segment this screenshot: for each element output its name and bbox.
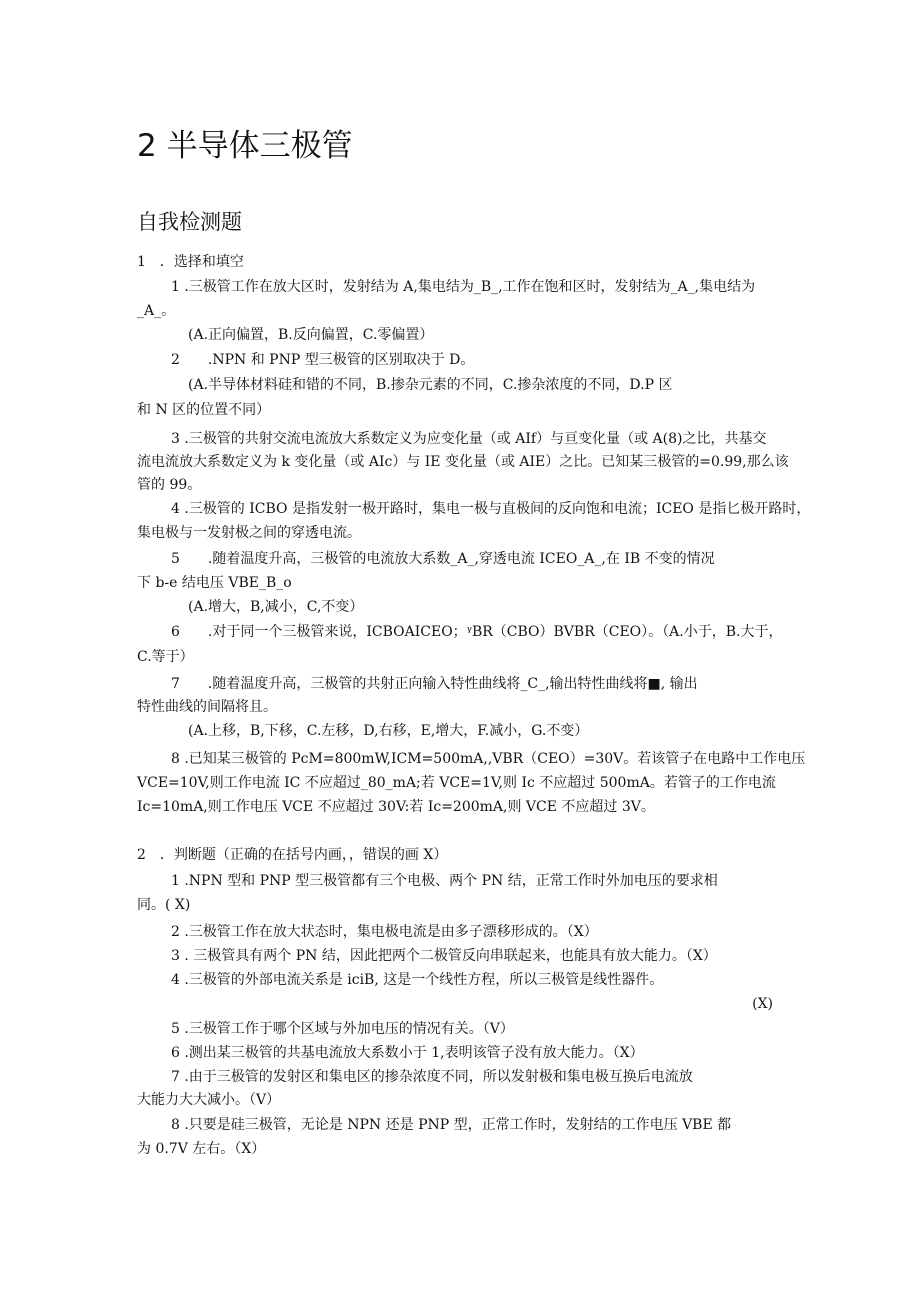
section2-heading: 2 ．判断题（正确的在括号内画，，错误的画 X） [137,847,448,863]
s2-line-2: 同。( X) [137,897,191,913]
s2-line-1: 1 .NPN 型和 PNP 型三极管都有三个电极、两个 PN 结，正常工作时外加电压的要求相 [171,873,718,889]
s2-line-12: 为 0.7V 左右。（X） [137,1141,266,1157]
s2-line-9: 7 .由于三极管的发射区和集电区的掺杂浓度不同，所以发射极和集电极互换后电流放 [171,1069,693,1085]
s1-line-1: 1 .三极管工作在放大区时，发射结为 A,集电结为_B_,工作在饱和区时，发射结为_A_,集电结为 [171,279,756,295]
s1-line-6: 和 N 区的位置不同） [137,402,271,418]
s1-line-2: _A_。 [137,303,176,319]
s1-line-9: 管的 99。 [137,477,202,493]
s2-line-3: 2 .三极管工作在放大状态时，集电极电流是由多子漂移形成的。（X） [171,924,598,940]
s2-line-4: 3 . 三极管具有两个 PN 结，因此把两个二极管反向串联起来，也能具有放大能力。（X） [171,948,717,964]
s2-line-8: 6 .测出某三极管的共基电流放大系数小于 1,表明该管子没有放大能力。（X） [171,1045,644,1061]
s1-line-17: 7 .随着温度升高，三极管的共射正向输入特性曲线将_C_,输出特性曲线将■, 输出 [171,676,698,692]
s1-line-12: 5 .随着温度升高，三极管的电流放大系数_A_,穿透电流 ICEO_A_,在 IB 不变的情况 [171,551,715,567]
s2-line-7: 5 .三极管工作于哪个区域与外加电压的情况有关。（V） [171,1021,514,1037]
s1-line-10: 4 .三极管的 ICBO 是指发射一极开路时，集电一极与直极间的反向饱和电流；ICEO 是指匕极开路时， [171,501,811,517]
s1-line-4: 2 .NPN 和 PNP 型三极管的区别取决于 D。 [171,352,475,368]
s1-line-15: 6 .对于同一个三极管来说，ICBOAICEO；ᵞBR（CBO）BVBR（CEO）。（A.小于，B.大于， [171,624,783,640]
s2-line-10: 大能力大大减小。（V） [137,1092,281,1108]
s1-line-21: VCE=10V,则工作电流 IC 不应超过_80_mA;若 VCE=1V,则 Ic 不应超过 500mA。若管子的工作电流 [137,775,776,791]
s1-line-20: 8 .已知某三极管的 PcM=800mW,ICM=500mA,,VBR（CEO）=30V。若该管子在电路中工作电压 [171,751,806,767]
s1-line-3: (A.正向偏置，B.反向偏置，C.零偏置） [188,327,434,343]
s1-line-22: Ic=10mA,则工作电压 VCE 不应超过 30V:若 Ic=200mA,则 VCE 不应超过 3V。 [137,799,655,815]
s2-line-6: (X) [752,996,773,1012]
s1-line-7: 3 .三极管的共射交流电流放大系数定义为应变化量（或 AIf）与亘变化量（或 A(8)之比，共基交 [171,431,767,447]
s1-line-8: 流电流放大系数定义为 k 变化量（或 AIc）与 IE 变化量（或 AIE）之比。已知某三极管的=0.99,那么该 [137,454,789,470]
s1-line-11: 集电极与一发射极之间的穿透电流。 [137,525,361,541]
s2-line-11: 8 .只要是硅三极管，无论是 NPN 还是 PNP 型，正常工作时，发射结的工作电压 VBE 都 [171,1117,732,1133]
s1-line-18: 特性曲线的间隔将且。 [137,699,277,715]
s1-line-13: 下 b-e 结电压 VBE_B_o [137,575,292,591]
s1-line-5: (A.半导体材料硅和错的不同，B.掺杂元素的不同，C.掺杂浓度的不同，D.P 区 [188,377,673,393]
page-title: 2 半导体三极管 [137,128,353,164]
s1-line-14: (A.增大，B,减小，C,不变） [188,599,364,615]
section1-heading: 1 ．选择和填空 [137,254,244,270]
section-subtitle: 自我检测题 [137,210,242,234]
s1-line-16: C.等于） [137,649,194,665]
s1-line-19: (A.上移，B,下移，C.左移，D,右移，E,增大，F.减小，G.不变） [188,723,589,739]
s2-line-5: 4 .三极管的外部电流关系是 iciB, 这是一个线性方程，所以三极管是线性器件。 [171,972,664,988]
